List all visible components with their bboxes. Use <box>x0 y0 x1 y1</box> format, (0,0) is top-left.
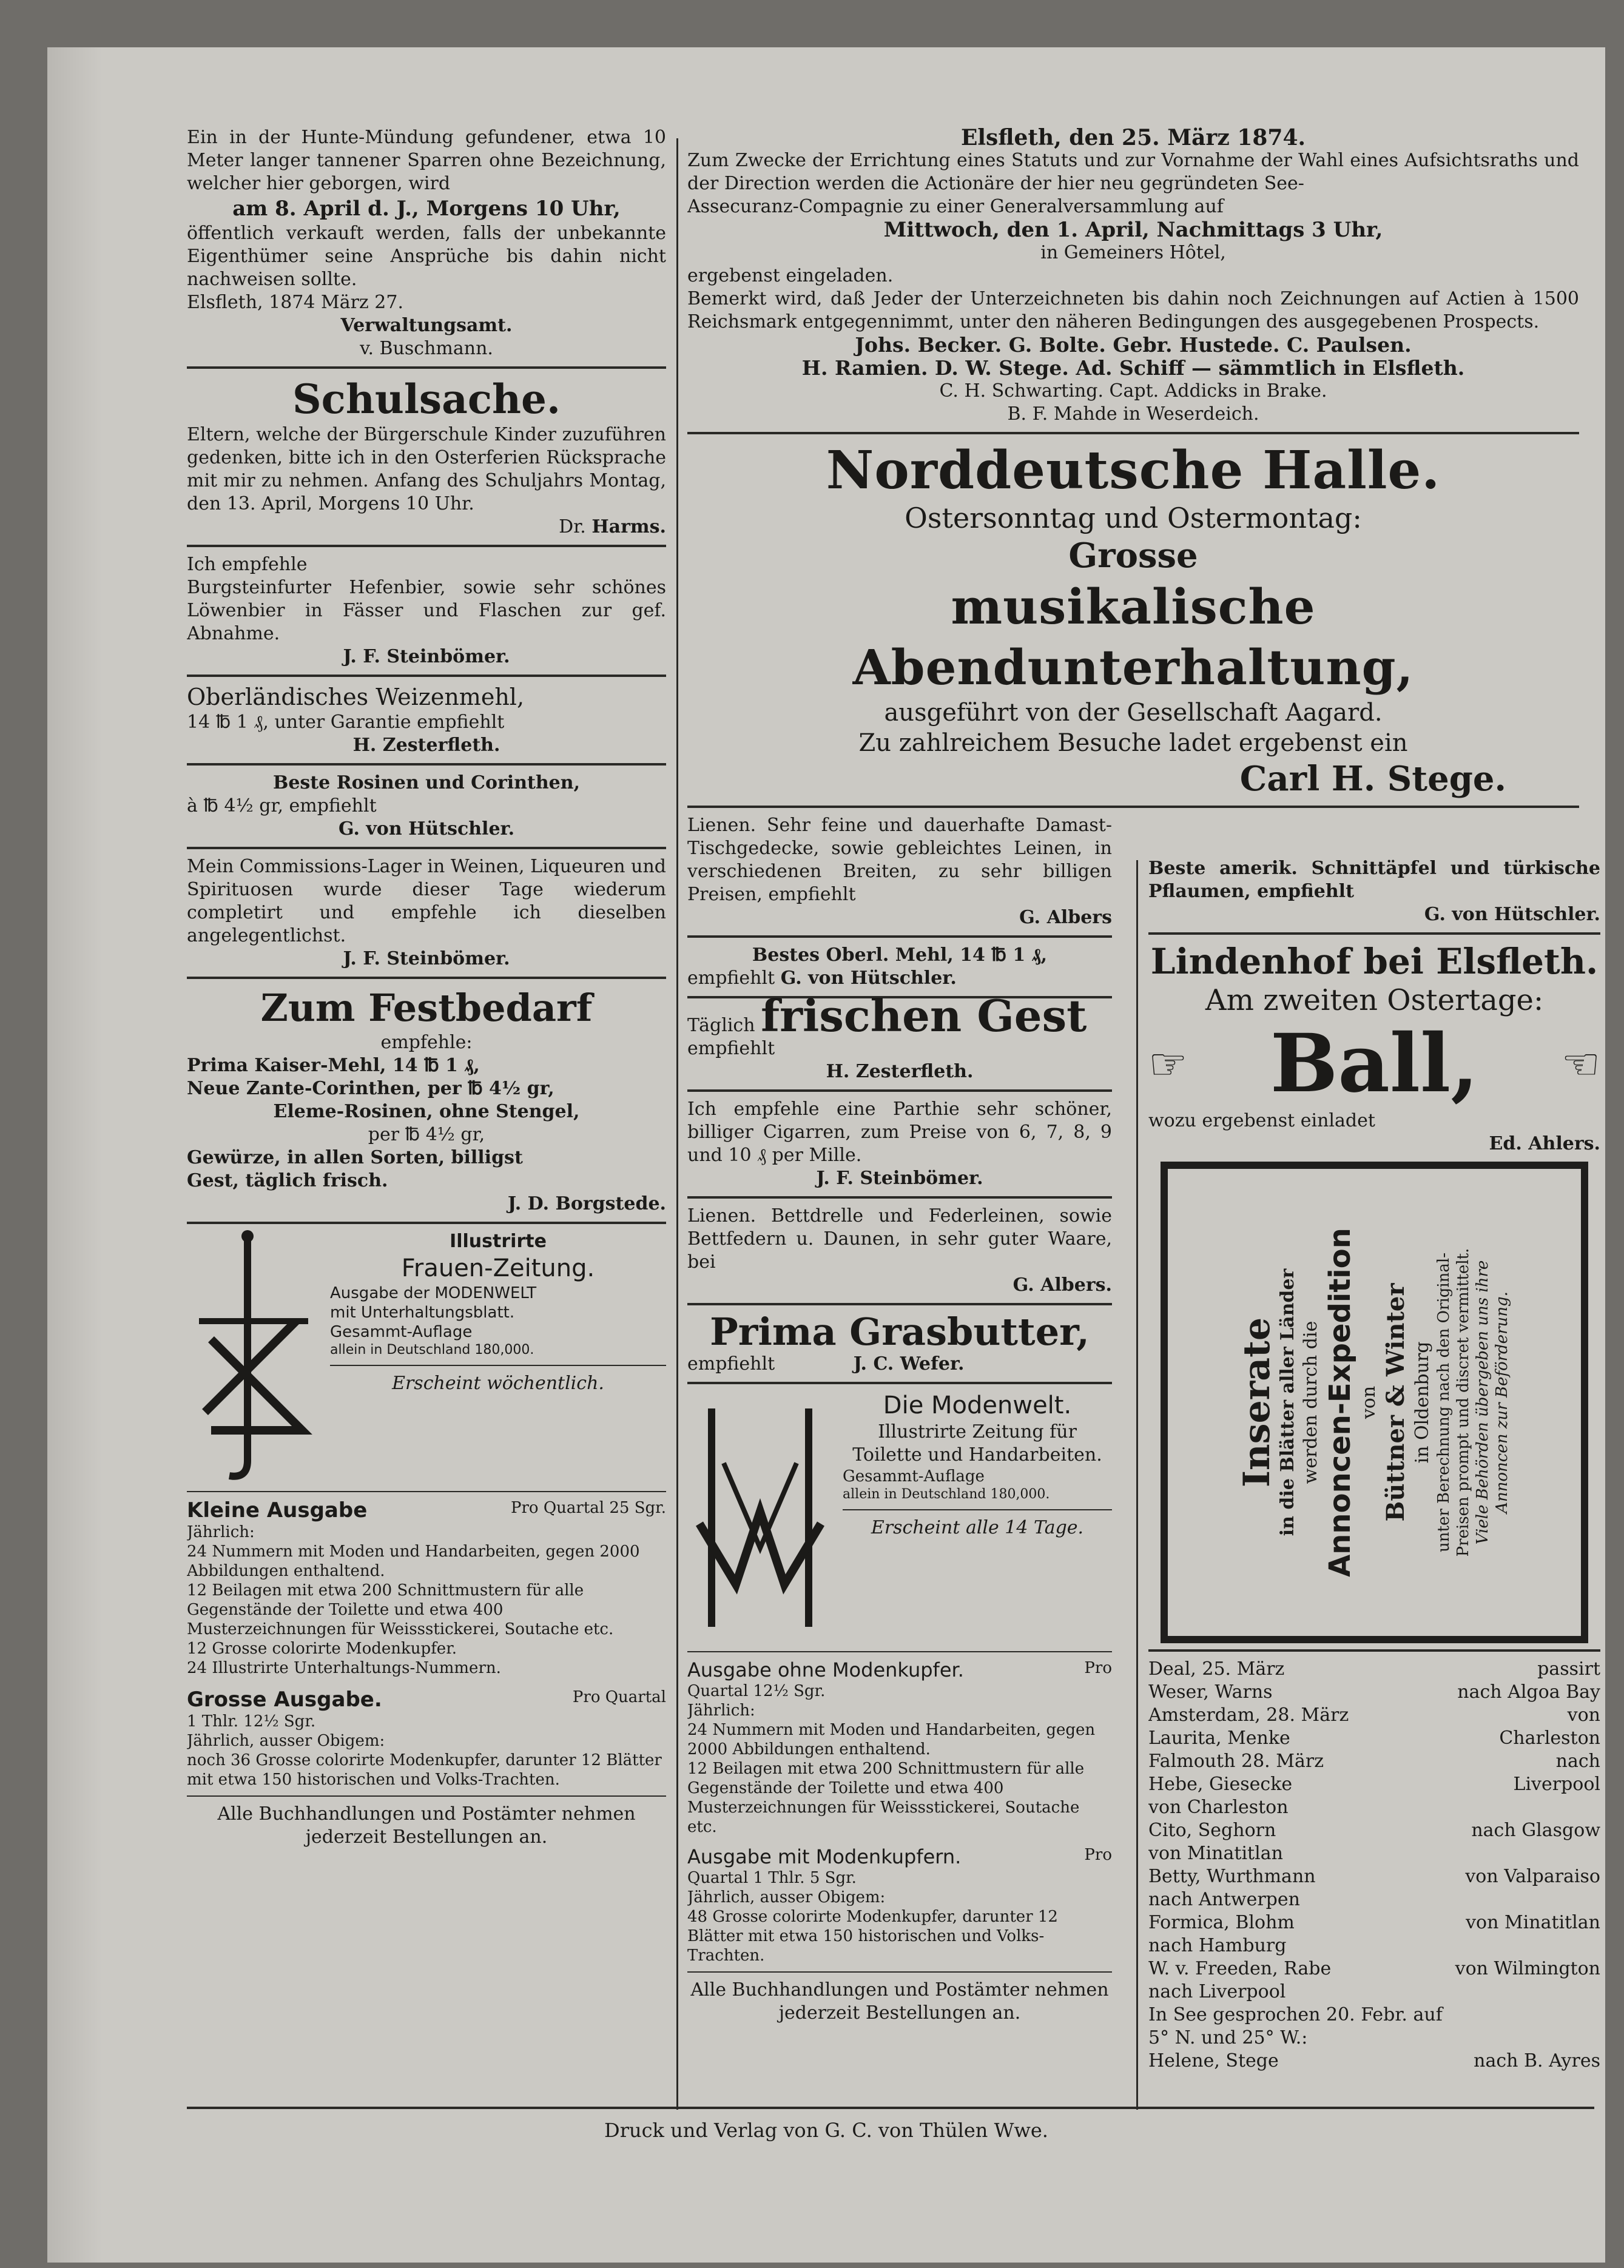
rule <box>330 1365 666 1366</box>
shipping-left: von Charleston <box>1148 1797 1289 1818</box>
rule <box>687 806 1579 808</box>
column-right <box>1148 857 1600 2110</box>
meal-pre: empfiehlt <box>687 967 775 989</box>
inserate-l7: in Oldenburg <box>1411 1341 1433 1464</box>
rule <box>687 1971 1112 1973</box>
shipping-left: von Minatitlan <box>1148 1843 1283 1864</box>
assembly-signers1: Johs. Becker. G. Bolte. Gebr. Hustede. C. Paulsen. <box>855 333 1412 357</box>
festive-ad <box>187 985 666 1216</box>
butter-ad <box>687 1311 1112 1376</box>
halle-title: Norddeutsche Halle. <box>826 440 1441 501</box>
shipping-right: nach B. Ayres <box>1474 2050 1600 2071</box>
modenwelt-a-title: Ausgabe ohne Modenkupfer. <box>687 1658 964 1681</box>
modenwelt-line3: allein in Deutschland 180,000. <box>843 1487 1050 1502</box>
assembly-note: Bemerkt wird, daß Jeder der Unterzeichneten bis dahin noch Zeichnungen auf Actien à 1500 Reichsmark entgegennimmt, unter den näheren Bedingungen des ausgegebenen Prospects. <box>687 288 1579 332</box>
modenwelt-a-yearly: Jährlich: <box>687 1701 755 1720</box>
inserate-l2: in die Blätter aller Länder <box>1276 1268 1298 1536</box>
shipping-row <box>1148 1819 1600 1842</box>
halle-event: musikalische Abendunterhaltung, <box>852 578 1414 696</box>
rule <box>187 1222 666 1224</box>
frauen-zeitung-monogram-icon <box>187 1230 320 1485</box>
halle-signer: Carl H. Stege. <box>1239 759 1506 799</box>
frauen-small-item: 12 Grosse colorirte Modenkupfer. <box>187 1640 457 1658</box>
festive-line7: Gest, täglich frisch. <box>187 1170 388 1191</box>
rule <box>687 1303 1112 1305</box>
meal-ad <box>687 944 1112 990</box>
halle-days: Ostersonntag und Ostermontag: <box>905 502 1362 534</box>
linen-signer: G. Albers <box>1019 907 1112 928</box>
inserate-l1: Inserate <box>1235 1317 1278 1488</box>
yeast-pre: Täglich <box>687 1015 755 1036</box>
festive-line5: per ℔ 4½ gr, <box>368 1124 485 1145</box>
spar-office: Verwaltungsamt. <box>340 315 513 336</box>
apples-body: Beste amerik. Schnittäpfel und türkische Pflaumen, empfiehlt <box>1148 858 1600 902</box>
frauen-large-items: noch 36 Grosse colorirte Modenkupfer, darunter 12 Blätter mit etwa 150 historischen und Volks-Trachten. <box>187 1751 662 1789</box>
shipping-row <box>1148 1658 1600 1681</box>
ball-day: Am zweiten Ostertage: <box>1205 983 1544 1017</box>
frauen-small-title: Kleine Ausgabe <box>187 1498 368 1523</box>
assembly-invite: ergebenst eingeladen. <box>687 265 894 286</box>
modenwelt-b-pro: Pro <box>1084 1846 1112 1864</box>
ball-ad <box>1148 941 1600 1156</box>
festive-line2: Prima Kaiser-Mehl, 14 ℔ 1 ₰, <box>187 1055 480 1076</box>
shipping-left: Cito, Seghorn <box>1148 1820 1276 1841</box>
modenwelt-ad <box>687 1390 1112 2025</box>
shipping-row <box>1148 1842 1600 1865</box>
halle-invite: Zu zahlreichem Besuche ladet ergebenst ein <box>858 729 1408 757</box>
shipping-right: Charleston <box>1499 1728 1600 1749</box>
raisins-line: à ℔ 4½ gr, empfiehlt <box>187 795 377 816</box>
shipping-left: Amsterdam, 28. März <box>1148 1704 1349 1726</box>
flour-title: Oberländisches Weizenmehl, <box>187 684 525 710</box>
assembly-date: Mittwoch, den 1. April, Nachmittags 3 Uhr, <box>883 218 1383 242</box>
frauen-line2: Frauen-Zeitung. <box>401 1254 595 1282</box>
beer-line2: Burgsteinfurter Hefenbier, sowie sehr schönes Löwenbier in Fässer und Flaschen zur gef. Abnahme. <box>187 577 666 644</box>
spar-body: Ein in der Hunte-Mündung gefundener, etwa 10 Meter langer tannener Sparren ohne Bezeichnung, welcher hier geborgen, wird <box>187 127 666 194</box>
wines-signer: J. F. Steinbömer. <box>343 948 510 969</box>
assembly-body1: Zum Zwecke der Errichtung eines Statuts und zur Vornahme der Wahl eines Aufsichtsraths und der Direction werden die Actionäre der hier neu gegründeten See- <box>687 150 1579 194</box>
rule <box>187 763 666 766</box>
frauen-shops: Alle Buchhandlungen und Postämter nehmen jederzeit Bestellungen an. <box>217 1803 636 1848</box>
inserate-l8: unter Berechnung nach den Original- <box>1434 1253 1453 1552</box>
newspaper-page <box>47 47 1605 2263</box>
rule <box>1148 1649 1600 1652</box>
footer-imprint: Druck und Verlag von G. C. von Thülen Wwe. <box>604 2119 1048 2142</box>
shipping-row <box>1148 1888 1600 1911</box>
raisins-signer: G. von Hütschler. <box>338 818 515 840</box>
shipping-right: von Minatitlan <box>1466 1912 1600 1933</box>
yeast-pre2: empfiehlt <box>687 1038 775 1059</box>
meal-line: Bestes Oberl. Mehl, 14 ℔ 1 ₰, <box>752 944 1048 966</box>
pointing-hand-right-icon: ☜ <box>1561 1038 1600 1089</box>
spar-signer: v. Buschmann. <box>360 338 493 359</box>
rule <box>187 675 666 677</box>
ball-signer: Ed. Ahlers. <box>1489 1133 1600 1154</box>
shipping-row <box>1148 2027 1600 2050</box>
modenwelt-a-pro: Pro <box>1084 1659 1112 1677</box>
frauen-line3: Ausgabe der MODENWELT <box>330 1284 537 1302</box>
spar-notice <box>187 126 666 360</box>
rule <box>1148 932 1600 935</box>
spar-date: am 8. April d. J., Morgens 10 Uhr, <box>232 197 621 221</box>
rule <box>687 1089 1112 1092</box>
beds-signer: G. Albers. <box>1012 1274 1112 1296</box>
yeast-big: frischen Gest <box>761 990 1087 1041</box>
festive-line3: Neue Zante-Corinthen, per ℔ 4½ gr, <box>187 1078 554 1099</box>
festive-line1: empfehle: <box>380 1032 473 1053</box>
rule <box>187 1795 666 1797</box>
shipping-right: passirt <box>1537 1658 1600 1680</box>
modenwelt-b-title: Ausgabe mit Modenkupfern. <box>687 1845 962 1868</box>
shipping-row <box>1148 1681 1600 1704</box>
modenwelt-b-price: Quartal 1 Thlr. 5 Sgr. <box>687 1869 857 1887</box>
pointing-hand-left-icon: ☞ <box>1148 1038 1188 1089</box>
shipping-row <box>1148 2004 1600 2027</box>
cigars-body: Ich empfehle eine Parthie sehr schöner, billiger Cigarren, zum Preise von 6, 7, 8, 9 und 10 ₰ per Mille. <box>687 1099 1112 1166</box>
shipping-row <box>1148 1750 1600 1773</box>
apples-signer: G. von Hütschler. <box>1424 904 1600 925</box>
school-title: Schulsache. <box>292 375 561 423</box>
shipping-row <box>1148 1865 1600 1888</box>
shipping-left: Hebe, Giesecke <box>1148 1774 1293 1795</box>
spar-place-date: Elsfleth, 1874 März 27. <box>187 292 403 313</box>
column-left <box>187 126 666 2110</box>
frauen-line1: Illustrirte <box>450 1231 547 1252</box>
butter-title: Prima Grasbutter, <box>710 1310 1090 1354</box>
modenwelt-monogram-icon <box>687 1390 833 1645</box>
inserate-l6: Büttner & Winter <box>1381 1283 1410 1522</box>
rule <box>687 1382 1112 1384</box>
inserate-box <box>1161 1162 1588 1643</box>
halle-ad <box>687 440 1579 799</box>
inserate-l3: werden durch die <box>1299 1321 1321 1484</box>
festive-title: Zum Festbedarf <box>260 986 593 1030</box>
assembly-signers3: C. H. Schwarting. Capt. Addicks in Brake. <box>939 380 1327 402</box>
modenwelt-freq: Erscheint alle 14 Tage. <box>871 1517 1084 1538</box>
ball-word: Ball, <box>1270 1017 1479 1111</box>
rule <box>187 366 666 369</box>
shipping-left: 5° N. und 25° W.: <box>1148 2027 1308 2048</box>
frauen-large-price1: Pro Quartal <box>572 1688 666 1706</box>
linen-body: Lienen. Sehr feine und dauerhafte Damast-Tischgedecke, sowie gebleichtes Leinen, in verschiedenen Breiten, zu sehr billigen Preisen, empfiehlt <box>687 815 1112 905</box>
rule <box>687 432 1579 434</box>
cigars-signer: J. F. Steinbömer. <box>816 1168 983 1189</box>
shipping-row <box>1148 1911 1600 1934</box>
assembly-signers2: H. Ramien. D. W. Stege. Ad. Schiff — sämmtlich in Elsfleth. <box>801 356 1465 380</box>
beds-ad <box>687 1205 1112 1297</box>
beds-body: Lienen. Bettdrelle und Federleinen, sowie Bettfedern u. Daunen, in sehr guter Waare, bei <box>687 1205 1112 1273</box>
shipping-left: W. v. Freeden, Rabe <box>1148 1958 1332 1979</box>
rule <box>187 847 666 849</box>
shipping-left: In See gesprochen 20. Febr. auf <box>1148 2004 1443 2025</box>
shipping-row <box>1148 1980 1600 2004</box>
shipping-left: nach Antwerpen <box>1148 1889 1300 1910</box>
rule <box>687 1651 1112 1652</box>
rule <box>843 1509 1112 1510</box>
shipping-left: Weser, Warns <box>1148 1681 1273 1703</box>
flour-ad <box>187 683 666 757</box>
halle-by: ausgeführt von der Gesellschaft Aagard. <box>884 699 1383 727</box>
yeast-signer: H. Zesterfleth. <box>826 1061 974 1082</box>
column-rule-1 <box>676 138 678 2110</box>
spar-body-2: öffentlich verkauft werden, falls der unbekannte Eigenthümer seine Ansprüche bis dahin nicht nachweisen sollte. <box>187 223 666 290</box>
modenwelt-a-item: 12 Beilagen mit etwa 200 Schnittmustern für alle Gegenstände der Toilette und etwa 400 Musterzeichnungen für Weissstickerei, Soutache etc. <box>687 1760 1085 1836</box>
frauen-small-item: 12 Beilagen mit etwa 200 Schnittmustern für alle Gegenstände der Toilette und etwa 400 Musterzeichnungen für Weissstickerei, Soutache etc. <box>187 1581 614 1638</box>
cigars-ad <box>687 1098 1112 1190</box>
school-body: Eltern, welche der Bürgerschule Kinder zuzuführen gedenken, bitte ich in den Osterferien Rücksprache mit mir zu nehmen. Anfang des Schuljahrs Montag, den 13. April, Morgens 10 Uhr. <box>187 424 666 514</box>
frauen-line6: allein in Deutschland 180,000. <box>330 1342 534 1358</box>
school-notice <box>187 375 666 539</box>
shipping-right: von Valparaiso <box>1465 1866 1600 1887</box>
beer-line1: Ich empfehle <box>187 554 308 575</box>
frauen-large-price2: 1 Thlr. 12½ Sgr. <box>187 1712 316 1731</box>
yeast-ad <box>687 990 1112 1083</box>
modenwelt-b-yearly: Jährlich, ausser Obigem: <box>687 1888 886 1906</box>
inserate-l5: von <box>1358 1385 1380 1419</box>
assembly-signers4: B. F. Mahde in Weserdeich. <box>1007 403 1259 425</box>
apples-ad <box>1148 857 1600 926</box>
flour-signer: H. Zesterfleth. <box>352 735 500 756</box>
footer-rule <box>187 2107 1594 2109</box>
inserate-l9: Preisen prompt und discret vermittelt. <box>1454 1248 1472 1557</box>
beer-ad <box>187 553 666 668</box>
shipping-news <box>1148 1658 1600 2073</box>
assembly-notice <box>687 126 1579 426</box>
shipping-left: Deal, 25. März <box>1148 1658 1285 1680</box>
wines-ad <box>187 855 666 971</box>
shipping-left: Betty, Wurthmann <box>1148 1866 1316 1887</box>
frauen-small-price: Pro Quartal 25 Sgr. <box>510 1499 666 1517</box>
assembly-body2: Assecuranz-Compagnie zu einer Generalversammlung auf <box>687 196 1224 217</box>
frauen-line4: mit Unterhaltungsblatt. <box>330 1304 515 1322</box>
festive-signer: J. D. Borgstede. <box>507 1193 666 1214</box>
shipping-right: von <box>1567 1704 1600 1726</box>
butter-pre: empfiehlt <box>687 1353 775 1375</box>
inserate-l10: Viele Behörden übergeben uns ihre <box>1473 1260 1492 1545</box>
inserate-l11: Annoncen zur Beförderung. <box>1492 1291 1511 1513</box>
shipping-left: nach Hamburg <box>1148 1935 1287 1956</box>
shipping-row <box>1148 1796 1600 1819</box>
festive-line4: Eleme-Rosinen, ohne Stengel, <box>273 1101 580 1122</box>
modenwelt-a-price: Quartal 12½ Sgr. <box>687 1682 826 1700</box>
frauen-small-yearly: Jährlich: <box>187 1523 255 1541</box>
shipping-left: Helene, Stege <box>1148 2050 1279 2071</box>
shipping-left: Laurita, Menke <box>1148 1728 1290 1749</box>
wines-body: Mein Commissions-Lager in Weinen, Liqueuren und Spirituosen wurde dieser Tage wiederum completirt und empfehle ich dieselben angelegentlichst. <box>187 856 666 946</box>
frauen-large-yearly: Jährlich, ausser Obigem: <box>187 1732 385 1750</box>
school-signer: Harms. <box>591 516 666 537</box>
ball-invite: wozu ergebenst einladet <box>1148 1110 1375 1131</box>
shipping-left: Falmouth 28. März <box>1148 1751 1324 1772</box>
inserate-l4: Annoncen-Expedition <box>1322 1228 1357 1577</box>
shipping-row <box>1148 2050 1600 2073</box>
rule <box>687 935 1112 938</box>
rule <box>187 977 666 979</box>
modenwelt-title: Die Modenwelt. <box>883 1391 1072 1419</box>
shipping-right: nach Algoa Bay <box>1457 1681 1600 1703</box>
assembly-head: Elsfleth, den 25. März 1874. <box>960 126 1306 150</box>
shipping-row <box>1148 1934 1600 1957</box>
rule <box>187 1491 666 1492</box>
modenwelt-shops: Alle Buchhandlungen und Postämter nehmen jederzeit Bestellungen an. <box>690 1979 1109 2024</box>
frauen-small-item: 24 Illustrirte Unterhaltungs-Nummern. <box>187 1659 501 1677</box>
frauen-weekly: Erscheint wöchentlich. <box>392 1373 604 1394</box>
page-edge <box>47 47 102 2263</box>
modenwelt-line1: Illustrirte Zeitung für Toilette und Handarbeiten. <box>852 1421 1102 1465</box>
frauen-large-title: Grosse Ausgabe. <box>187 1688 382 1712</box>
flour-line: 14 ℔ 1 ₰, unter Garantie empfiehlt <box>187 712 505 733</box>
meal-signer: G. von Hütschler. <box>780 967 957 989</box>
frauen-line5: Gesammt-Auflage <box>330 1323 473 1341</box>
rule <box>187 545 666 547</box>
raisins-ad <box>187 772 666 841</box>
halle-grosse: Grosse <box>1068 536 1198 576</box>
linen-ad <box>687 814 1112 929</box>
beer-signer: J. F. Steinbömer. <box>343 646 510 667</box>
ball-title: Lindenhof bei Elsfleth. <box>1150 941 1599 982</box>
frauen-small-item: 24 Nummern mit Moden und Handarbeiten, gegen 2000 Abbildungen enthaltend. <box>187 1543 640 1580</box>
shipping-right: Liverpool <box>1513 1774 1600 1795</box>
modenwelt-line2: Gesammt-Auflage <box>843 1467 985 1486</box>
shipping-right: nach Glasgow <box>1471 1820 1600 1841</box>
middle-lower <box>687 814 1112 2025</box>
school-signer-prefix: Dr. <box>559 516 586 537</box>
rule <box>687 1196 1112 1199</box>
butter-signer: J. C. Wefer. <box>853 1353 965 1375</box>
modenwelt-a-item: 24 Nummern mit Moden und Handarbeiten, gegen 2000 Abbildungen enthaltend. <box>687 1721 1096 1758</box>
shipping-left: Formica, Blohm <box>1148 1912 1295 1933</box>
shipping-row <box>1148 1704 1600 1727</box>
shipping-row <box>1148 1957 1600 1980</box>
shipping-right: nach <box>1555 1751 1600 1772</box>
shipping-left: nach Liverpool <box>1148 1981 1286 2002</box>
shipping-right: von Wilmington <box>1455 1958 1600 1979</box>
assembly-venue: in Gemeiners Hôtel, <box>1040 242 1226 263</box>
modenwelt-b-items: 48 Grosse colorirte Modenkupfer, darunter 12 Blätter mit etwa 150 historischen und Volks-Trachten. <box>687 1908 1058 1965</box>
shipping-row <box>1148 1773 1600 1796</box>
shipping-row <box>1148 1727 1600 1750</box>
raisins-title: Beste Rosinen und Corinthen, <box>272 772 581 793</box>
frauen-zeitung-ad <box>187 1230 666 1849</box>
festive-line6: Gewürze, in allen Sorten, billigst <box>187 1147 523 1168</box>
